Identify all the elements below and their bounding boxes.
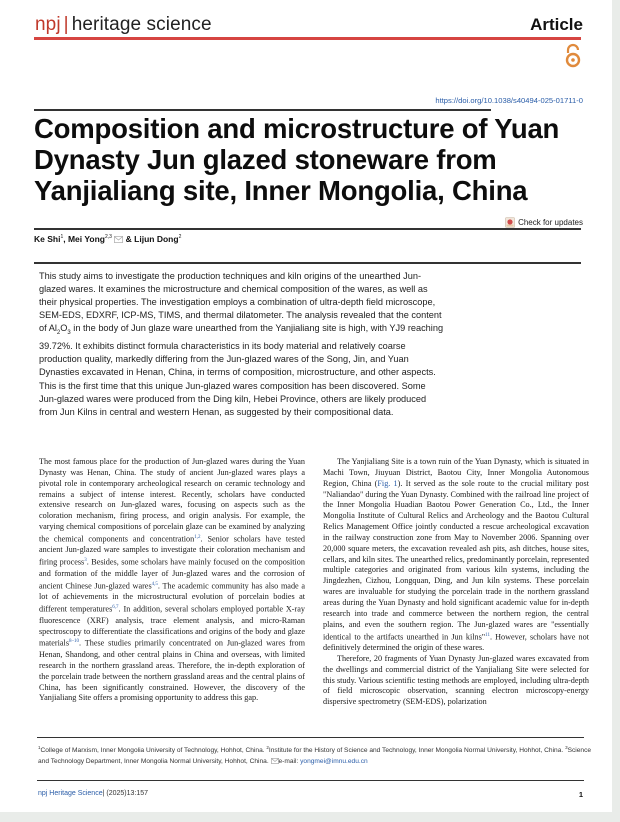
- email-envelope-icon: [271, 758, 279, 764]
- body-text: ). It served as the sole route to the crucial military post "Naliandao" during the Yuan Dynasty. Combined with the railroad line project of the Inner Mongolia Huadian Baotou Power Generation Co., Ltd., the Inner Mongolia Institute of Cultural Relics and Archeology and the Baotou Cultural Relics Management Office jointly conducted a rescue archeological excavation in the railway construction zone from May to November 2006. Spanning over 20,000 square meters, the excavation revealed ash pits, ash ditches, house sites, cellars, and kiln sites. The unearthed relics, predominantly porcelain, represented multiple categories and originated from various kiln systems, including the Jingdezhen, Cizhou, Longquan, Ding, and Jun kiln systems. These porcelain wares are invaluable for studying the porcelain trade in the northern grassland areas during the Yuan Dynasty and hold significant academic value for in-depth research into trade and commerce between the northern region, the central plains, and even the southern region. The Jun-glazed wares are "essentially identical to the artifacts unearthed in Jun kilns": [323, 478, 589, 642]
- affiliation-number: 2: [266, 745, 269, 750]
- affiliation-text: Institute for the History of Science and Technology, Inner Mongolia Normal University, Hohhot, China.: [268, 747, 566, 755]
- citation-ref[interactable]: 4,5: [151, 581, 158, 587]
- masthead-red-rule: [34, 37, 581, 40]
- body-text: The Yanjialiang Site is a town ruin of the Yuan Dynasty, which is situated in Machi Town, Jiuyuan District, Baotou City, Inner Mongolia Autonomous Region, China (: [323, 457, 589, 488]
- author-affiliation-ref: 2: [178, 234, 182, 241]
- email-label: e-mail:: [278, 758, 301, 766]
- abstract-text: This study aims to investigate the production techniques and kiln origins of the unearthed Jun-glazed wares. It examines the microstructure and chemical composition of the wares, as well as their physical properties. The investigation employs a combination of ultra-depth field microscope, SEM-EDS, EDXRF, ICP-MS, TIMS, and thermal dilatometer. The analysis revealed that the content of Al: [39, 271, 442, 334]
- article-title: Composition and microstructure of Yuan Dynasty Jun glazed stoneware from Yanjialiang site, Inner Mongolia, China: [34, 113, 560, 206]
- journal-name: heritage science: [71, 14, 212, 35]
- journal-separator: |: [63, 14, 69, 35]
- body-text: . The academic community has also made a lot of achievements in the microstructural evolution of porcelain bodies at different temperatures: [39, 581, 305, 614]
- journal-prefix: npj: [35, 14, 61, 35]
- authors-divider: [34, 228, 581, 230]
- footer-citation: [38, 790, 148, 797]
- email-link[interactable]: yongmei@imnu.edu.cn: [300, 758, 368, 766]
- author-separator: &: [123, 234, 135, 244]
- affiliation-number: 3: [565, 745, 568, 750]
- body-column-left: [39, 457, 305, 704]
- author-affiliation-ref: 1: [60, 234, 64, 241]
- affiliations: [38, 742, 598, 767]
- abstract-divider: [34, 262, 581, 264]
- footer-volume-info: | (2025)13:157: [102, 790, 149, 797]
- body-paragraph: Therefore, 20 fragments of Yuan Dynasty Jun-glazed wares excavated from the dwellings and commercial district of the Yanjialiang Site were selected for this study. Various scientific testing methods are employed, including ultra-depth of field microscopic observation, scanning electron microscopy-energy dispersive spectrometry (SEM-EDS), polarization: [323, 653, 589, 707]
- subscript: 2: [56, 330, 61, 337]
- affiliation-text: Science and Technology Department, Inner Mongolia Normal University, Hohhot, China.: [38, 747, 592, 766]
- body-text: . In addition, several scholars employed portable X-ray fluorescence (XRF) analysis, trace element analysis, and micro-Raman spectroscopy to differentiate the classifications and origins of the body and glaze materials: [39, 604, 305, 649]
- author-name[interactable]: Ke Shi: [34, 234, 61, 244]
- author-name[interactable]: Lijun Dong: [134, 234, 179, 244]
- body-text: . Besides, some scholars have mainly focused on the composition and formation of the middle layer of Jun-glazed wares and the corrosion of ancient Chinese Jun-glazed wares: [39, 558, 305, 591]
- citation-ref[interactable]: 11: [485, 632, 490, 638]
- page-number: 1: [578, 790, 583, 799]
- article-type-label: Article: [530, 15, 583, 34]
- citation-ref[interactable]: 1,2: [194, 534, 201, 540]
- abstract: [39, 270, 444, 419]
- body-text: . Senior scholars have tested ancient Jun-glazed ware samples to investigate their coloration mechanism and firing process: [39, 534, 305, 568]
- abstract-text: in the body of Jun glaze ware unearthed from the Yanjialiang site is high, with YJ9 reaching 39.72%. It exhibits distinct formula characteristics in its body material and relatively coarse production quality, markedly differing from the Jun-glazed wares of the Song, Jin, and Yuan Dynasties excavated in Henan, China, in terms of composition, microstructure, and other aspects. This is the first time that this unique Jun-glazed wares composition has been discovered. Some Jun-glazed wares were produced from the Ding kiln, Hebei Province, others are likely produced from Jun Kilns in central and western Henan, as suggested by their compositional data.: [39, 323, 444, 417]
- crossmark-icon: [505, 217, 515, 228]
- figure-ref-link[interactable]: Fig. 1: [377, 478, 398, 488]
- author-separator: ,: [63, 234, 68, 244]
- author-list: [34, 234, 181, 244]
- body-text: . However, scholars have not definitively determined the origin of these wares.: [323, 632, 589, 653]
- check-for-updates-button[interactable]: [505, 217, 583, 228]
- affiliation-number: 1: [38, 745, 41, 750]
- abstract-text: O: [60, 323, 68, 334]
- footnote-divider: [37, 737, 584, 738]
- citation-ref[interactable]: 3: [84, 558, 87, 564]
- citation-ref[interactable]: 8–10: [69, 639, 80, 645]
- doi-divider: [34, 109, 491, 111]
- check-updates-label: Check for updates: [518, 218, 583, 227]
- author-affiliation-ref: 2,3: [104, 234, 112, 241]
- doi-link[interactable]: https://doi.org/10.1038/s40494-025-01711-0: [435, 96, 583, 105]
- journal-masthead[interactable]: [35, 14, 212, 36]
- body-text: The most famous place for the production of Jun-glazed wares during the Yuan Dynasty was Henan, China. The study of ancient Jun-glazed wares plays a pivotal role in contemporary archeological research on ceramic technology and remains a subject of intense interest. Recently, scholars have conducted extensive research on Jun-glazed wares, focusing on aspects such as the coloration mechanism, firing process, and origin analysis. For example, the varying chemical compositions of porcelain glaze can be examined by analyzing the chemical components and concentration: [39, 457, 305, 544]
- body-paragraph: [323, 457, 589, 654]
- author-name[interactable]: Mei Yong: [67, 234, 105, 244]
- email-envelope-icon[interactable]: [114, 236, 123, 243]
- body-paragraph: [39, 457, 305, 704]
- affiliation-text: College of Marxism, Inner Mongolia University of Technology, Hohhot, China.: [40, 747, 267, 755]
- footer-divider: [37, 780, 584, 781]
- subscript: 3: [67, 330, 71, 337]
- citation-ref[interactable]: 6,7: [112, 605, 119, 611]
- open-access-lock-icon[interactable]: [565, 43, 581, 69]
- body-text: . These studies primarily concentrated on Jun-glazed wares from Henan, Shandong, and other central plains in China and overseas, with limited research in the northern grassland areas. Therefore, the in-depth exploration of the porcelain trade between the northern grassland areas and the central plains of China, has been significantly constrained. However, the discovery of the Yanjialiang Site offers a promising opportunity to address this gap.: [39, 639, 305, 703]
- body-column-right: [323, 457, 589, 708]
- footer-journal-link[interactable]: npj Heritage Science: [38, 790, 103, 797]
